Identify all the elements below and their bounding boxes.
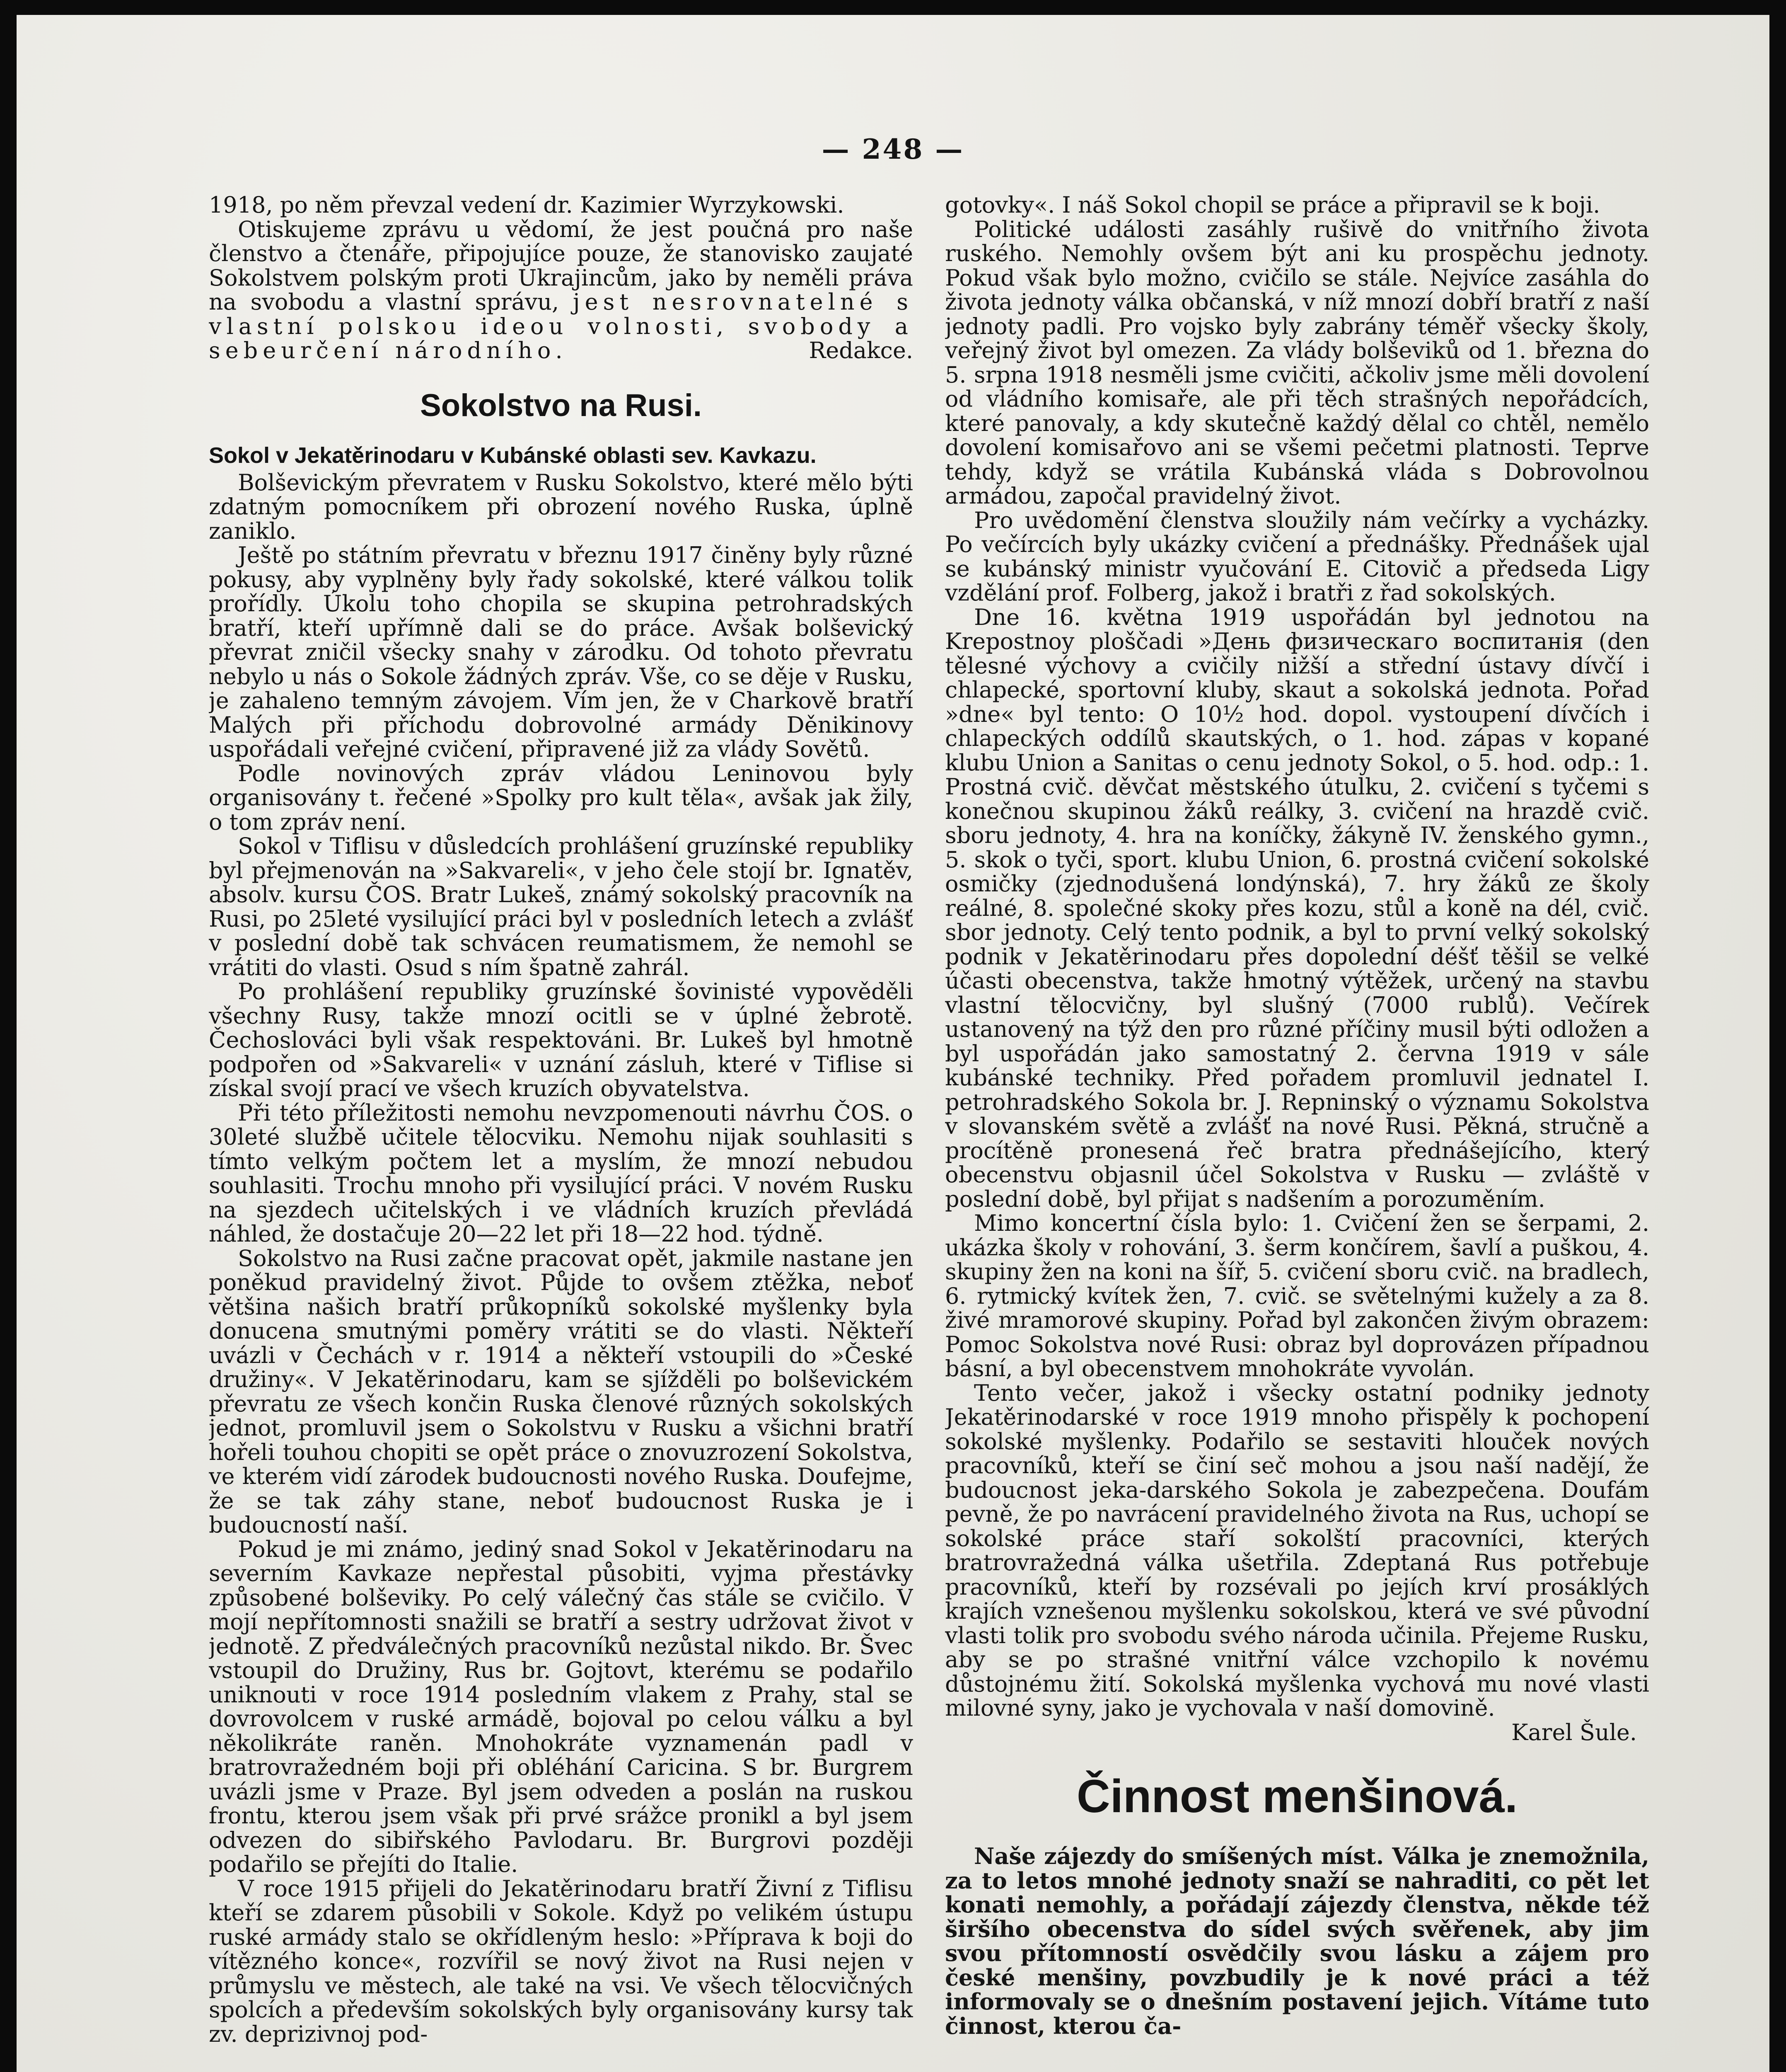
editor-note-main: Otiskujeme zprávu u vědomí, že jest poučná pro naše členstvo a čtenáře, připojujíce pouze, že stanovisko zaujaté Sokolstvem polským proti Ukrajincům, jako by neměli práva na svobodu a vlastní správu, (209, 216, 913, 315)
editor-note (209, 218, 913, 363)
article-paragraph: Mimo koncertní čísla bylo: 1. Cvičení žen se šerpami, 2. ukázka školy v rohování, 3. šerm končírem, šavlí a puškou, 4. skupiny žen na koni na šíř, 5. cvičení sboru cvič. na bradlech, 6. rytmický kvítek žen, 7. cvič. se světelnými kužely a za 8. živé mramorové skupiny. Pořad byl zakončen živým obrazem: Pomoc Sokolstva nové Rusi: obraz byl doprovázen případnou básní, a byl obecenstvem mnohokráte vyvolán. (945, 1210, 1649, 1382)
article-paragraph: Ještě po státním převratu v březnu 1917 činěny byly různé pokusy, aby vyplněny byly řady sokolské, které válkou tolik prořídly. Úkolu toho chopila se skupina petrohradských bratří, kteří upřímně dali se do práce. Avšak bolševický převrat zničil všecky snahy v zárodku. Od tohoto převratu nebylo u nás o Sokole žádných zpráv. Vše, co se děje v Rusku, je zahaleno temným závojem. Vím jen, že v Charkově bratří Malých při příchodu dobrovolné armády Děnikinovy uspořádali veřejné cvičení, připravené již za vlády Sovětů. (209, 542, 913, 762)
page-number: — 248 — (822, 133, 964, 165)
section-paragraph: Naše zájezdy do smíšených míst. Válka je znemožnila, za to letos mnohé jednoty snaží se nahraditi, co pět let konati nemohly, a pořádají zájezdy členstva, někde též širšího obecenstva do sídel svých svěřenek, aby jim svou přítomností osvědčily svou lásku a zájem pro české menšiny, povzbudily je k nové práci a též informovaly se o dnešním postavení jejich. Vítáme tuto činnost, kterou ča- (945, 1843, 1649, 2039)
article-title: Sokolstvo na Rusi. (420, 387, 702, 423)
article-paragraph: Pokud je mi známo, jediný snad Sokol v Jekatěrinodaru na severním Kavkaze nepřestal působiti, vyjma přestávky způsobené bolševiky. Po celý válečný čas stále se cvičilo. V mojí nepřítomnosti snažili se bratří a sestry udržovat život v jednotě. Z předválečných pracovníků nezůstal nikdo. Br. Švec vstoupil do Družiny, Rus br. Gojtovt, kterému se podařilo uniknouti v roce 1914 posledním vlakem z Prahy, stal se dovrovolcem v ruské armádě, bojoval po celou válku a byl několikráte raněn. Mnohokráte vyznamenán padl v bratrovražedném boji při obléhání Caricina. S br. Burgrem uvázli jsme v Praze. Byl jsem odveden a poslán na ruskou frontu, kterou jsem však při prvé srážce pronikl a byl jsem odvezen do sibiřského Pavlodaru. Br. Burgrovi později podařilo se přejíti do Italie. (209, 1536, 913, 1877)
article-paragraph: Podle novinových zpráv vládou Leninovou byly organisovány t. řečené »Spolky pro kult těla«, avšak jak žily, o tom zpráv není. (209, 760, 913, 835)
article-paragraph: Politické události zasáhly rušivě do vnitřního života ruského. Nemohly ovšem být ani ku prospěchu jednoty. Pokud však bylo možno, cvičilo se stále. Nejvíce zasáhla do života jednoty válka občanská, v níž mnozí dobří bratří z naší jednoty padli. Pro vojsko byly zabrány téměř všecky školy, veřejný život byl omezen. Za vlády bolševiků od 1. března do 5. srpna 1918 nesměli jsme cvičiti, ačkoliv jsme měli dovolení od vládního komisaře, ale při těch strašných nepořádcích, které panovaly, a kdy skutečně každý dělal co chtěl, nemělo dovolení komisařovo ani se všemi pečetmi platnosti. Teprve tehdy, když se vrátila Kubánská vláda s Dobrovolnou armádou, započal pravidelný život. (945, 216, 1649, 509)
article-paragraph: Sokolstvo na Rusi začne pracovat opět, jakmile nastane jen poněkud pravidelný život. Půjde to ovšem ztěžka, neboť většina našich bratří průkopníků sokolské myšlenky byla donucena smutnými poměry vrátiti se do vlasti. Někteří uvázli v Čechách v r. 1914 a někteří vstoupili do »České družiny«. V Jekatěrinodaru, kam se sjížděli po bolševickém převratu ze všech končin Ruska členové různých sokolských jednot, promluvil jsem o Sokolstvu v Rusku a všichni bratří hořeli touhou chopiti se opět práce o znovuzrození Sokolstva, ve kterém vidí zárodek budoucnosti nového Ruska. Doufejme, že se tak záhy stane, neboť budoucnost Ruska je i budoucností naší. (209, 1245, 913, 1538)
article-paragraph: Při této příležitosti nemohu nevzpomenouti návrhu ČOS. o 30leté službě učitele tělocviku. Nemohu nijak souhlasiti s tímto velkým počtem let a myslím, že mnozí nebudou souhlasiti. Trochu mnoho při vysilující práci. V novém Rusku na sjezdech učitelských i ve vládních kruzích převládá náhled, že dostačuje 20—22 let při 18—22 hod. týdně. (209, 1099, 913, 1247)
editor-signature: Redakce. (809, 337, 913, 363)
article-subtitle: Sokol v Jekatěrinodaru v Kubánské oblasti sev. Kavkazu. (209, 443, 817, 468)
newspaper-page (17, 15, 1769, 2072)
article-paragraph: Tento večer, jakož i všecky ostatní podniky jednoty Jekatěrinodarské v roce 1919 mnoho přispěly k pochopení sokolské myšlenky. Podařilo se sestaviti hlouček nových pracovníků, kteří se činí seč mohou a jsou naší nadějí, že budoucnost jeka-darského Sokola je zabezpečena. Doufám pevně, že po navrácení pravidelného života na Rus, uchopí se sokolské práce staří sokolští pracovníci, kterých bratrovražedná válka ušetřila. Zdeptaná Rus potřebuje pracovníků, kteří by rozsévali po jejích krví prosáklých krajích vznešenou myšlenku sokolskou, která ve své původní vlasti tolik pro svobodu svého národa učinila. Přejeme Rusku, aby se po strašné vnitřní válce vzchopilo k novému důstojnému žití. Sokolská myšlenka vychová mu nové vlasti milovné syny, jako je vychovala v naší domovině. (945, 1380, 1649, 1721)
article-paragraph: Bolševickým převratem v Rusku Sokolstvo, které mělo býti zdatným pomocníkem při obrození nového Ruska, úplně zaniklo. (209, 469, 913, 544)
left-column (209, 193, 913, 2072)
article-paragraph: Dne 16. května 1919 uspořádán byl jednotou na Krepostnoy ploščadi »День физическаго воспитанія (den tělesné výchovy a cvičily nižší a střední ústavy dívčí i chlapecké, sportovní kluby, skaut a sokolská jednota. Pořad »dne« byl tento: O 10½ hod. dopol. vystoupení dívčích i chlapeckých oddílů skautských, o 1. hod. zápas v kopané klubu Union a Sanitas o cenu jednoty Sokol, o 5. hod. odp.: 1. Prostná cvič. děvčat městského útulku, 2. cvičení s tyčemi s konečnou skupinou žáků reálky, 3. cvičení na hrazdě cvič. sboru jednoty, 4. hra na koníčky, žákyně IV. ženského gymn., 5. skok o tyči, sport. klubu Union, 6. prostná cvičení sokolské osmičky (zjednodušená londýnská), 7. hry žáků ze školy reálné, 8. společné skoky přes kozu, stůl a koně na dél, cvič. sbor jednoty. Celý tento podnik, a byl to první velký sokolský podnik v Jekatěrinodaru přes dopolední déšť těšil se velké účasti obecenstva, takže hmotný výtěžek, určený na stavbu vlastní tělocvičny, byl slušný (7000 rublů). Večírek ustanovený na týž den pro různé příčiny musil býti odložen a byl uspořádán jako samostatný 2. června 1919 v sále kubánské techniky. Před pořadem promluvil jednatel I. petrohradského Sokola br. J. Repninský o významu Sokolstva v slovanském světě a zvlášť na nové Rusi. Pěkná, stručně a procítěně pronesená řeč bratra přednášejícího, který obecenstvu objasnil účel Sokolstva v Rusku — zvláště v poslední době, byl přijat s nadšením a porozuměním. (945, 604, 1649, 1212)
right-column (945, 193, 1649, 2072)
article-paragraph: Sokol v Tiflisu v důsledcích prohlášení gruzínské republiky byl přejmenován na »Sakvareli«, v jeho čele stojí br. Ignatěv, absolv. kursu ČOS. Bratr Lukeš, známý sokolský pracovník na Rusi, po 25leté vysilující práci byl v posledních letech a zvlášť v poslední době tak schvácen reumatismem, že nemohl se vrátiti do vlasti. Osud s ním špatně zahrál. (209, 833, 913, 980)
article-paragraph: gotovky«. I náš Sokol chopil se práce a připravil se k boji. (945, 193, 1600, 218)
section-title: Činnost menšinová. (1076, 1770, 1518, 1822)
article-paragraph: V roce 1915 přijeli do Jekatěrinodaru bratří Živní z Tiflisu kteří se zdarem působili v Sokole. Když po velikém ústupu ruské armády stalo se okřídleným heslo: »Příprava k boji do vítězného konce«, rozvířil se nový život na Rusi nejen v průmyslu ve městech, ale také na vsi. Ve všech tělocvičných spolcích a především sokolských byly organisovány kursy tak zv. deprizivnoj pod- (209, 1875, 913, 2047)
article-paragraph: Pro uvědomění členstva sloužily nám večírky a vycházky. Po večírcích byly ukázky cvičení a přednášky. Přednášek ujal se kubánský ministr vyučování E. Citovič a předseda Ligy vzdělání prof. Folberg, jakož i bratři z řad sokolských. (945, 507, 1649, 606)
intro-paragraph: 1918, po něm převzal vedení dr. Kazimier Wyrzykowski. (209, 193, 844, 218)
author-signature: Karel Šule. (1511, 1719, 1637, 1745)
article-paragraph: Po prohlášení republiky gruzínské šovinisté vypověděli všechny Rusy, takže mnozí ocitli se v úplné žebrotě. Čechoslováci byli však respektováni. Br. Lukeš byl hmotně podpořen od »Sakvareli« v uznání zásluh, které v Tiflise si získal svojí prací ve všech kruzích obyvatelstva. (209, 978, 913, 1101)
editor-note-spaced: jest nesrovnatelné s vlastní polskou ideou volnosti, svobody a sebeurčení národního. (209, 289, 913, 363)
